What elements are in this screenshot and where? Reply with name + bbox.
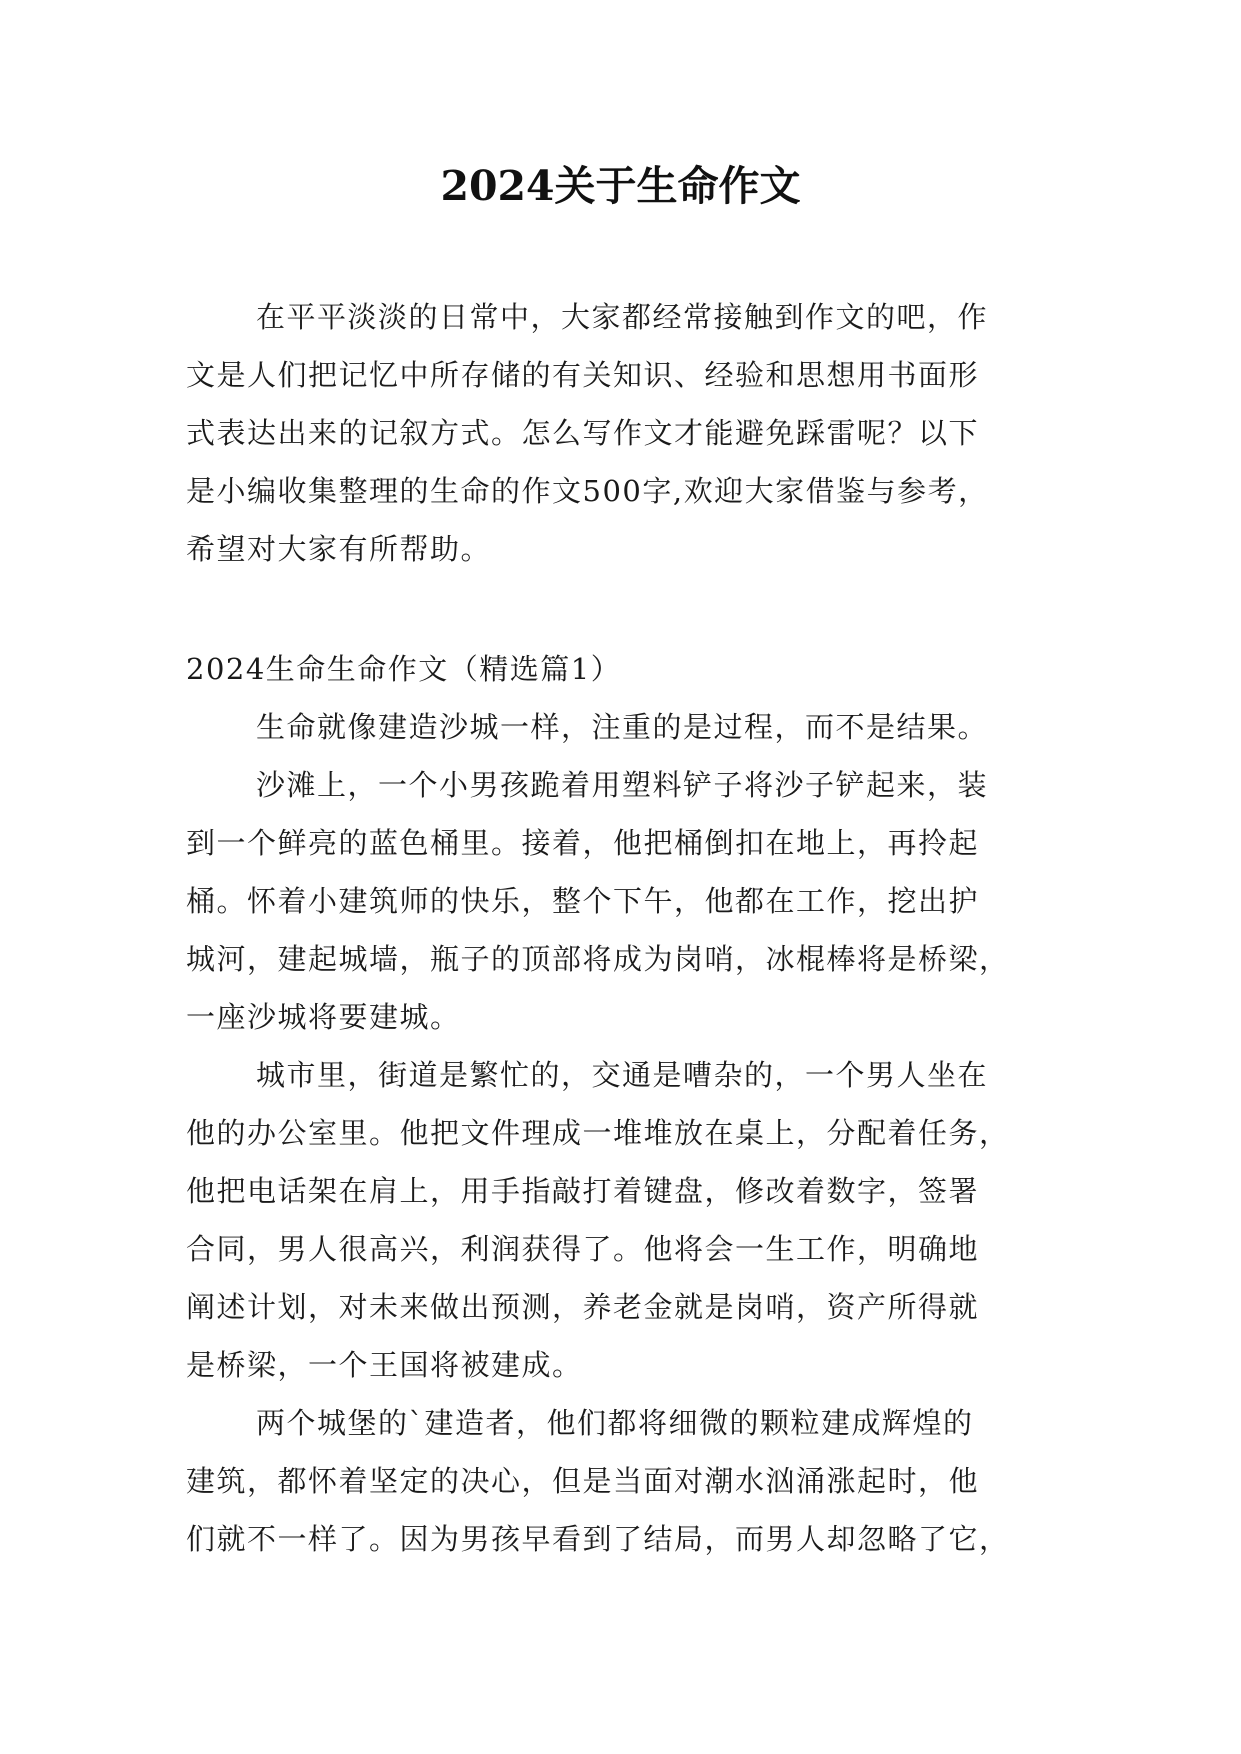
text-line: 文是人们把记忆中所存储的有关知识、经验和思想用书面形 [186, 358, 980, 392]
text-line: 桶。怀着小建筑师的快乐，整个下午，他都在工作，挖出护 [186, 884, 980, 918]
text-line: 他的办公室里。他把文件理成一堆堆放在桌上，分配着任务， [186, 1116, 1010, 1150]
text-line: 式表达出来的记叙方式。怎么写作文才能避免踩雷呢？以下 [186, 416, 980, 450]
text-line: 建筑，都怀着坚定的决心，但是当面对潮水汹涌涨起时，他 [186, 1464, 980, 1498]
text-line: 是小编收集整理的生命的作文500字,欢迎大家借鉴与参考， [186, 474, 989, 508]
intro-paragraph [186, 288, 1066, 578]
text-line: 沙滩上，一个小男孩跪着用塑料铲子将沙子铲起来，装 [256, 768, 989, 802]
text-line: 是桥梁，一个王国将被建成。 [186, 1348, 583, 1382]
text-line: 到一个鲜亮的蓝色桶里。接着，他把桶倒扣在地上，再拎起 [186, 826, 980, 860]
text-line: 两个城堡的`建造者，他们都将细微的颗粒建成辉煌的 [256, 1406, 974, 1440]
text-line: 合同，男人很高兴，利润获得了。他将会一生工作，明确地 [186, 1232, 980, 1266]
text-line: 他把电话架在肩上，用手指敲打着键盘，修改着数字，签署 [186, 1174, 980, 1208]
text-line: 城市里，街道是繁忙的，交通是嘈杂的，一个男人坐在 [256, 1058, 989, 1092]
document-title: 2024关于生命作文 [440, 162, 801, 210]
section-body [186, 698, 1066, 1568]
text-line: 在平平淡淡的日常中，大家都经常接触到作文的吧，作 [256, 300, 989, 334]
text-line: 一座沙城将要建城。 [186, 1000, 461, 1034]
section-heading [186, 640, 1066, 698]
text-line: 希望对大家有所帮助。 [186, 532, 492, 566]
text-line: 城河，建起城墙，瓶子的顶部将成为岗哨，冰棍棒将是桥梁， [186, 942, 1010, 976]
text-line: 生命就像建造沙城一样，注重的是过程，而不是结果。 [256, 710, 989, 744]
text-line: 阐述计划，对未来做出预测，养老金就是岗哨，资产所得就 [186, 1290, 980, 1324]
text-line: 们就不一样了。因为男孩早看到了结局，而男人却忽略了它， [186, 1522, 1010, 1556]
section-heading-text: 2024生命生命作文（精选篇1） [186, 652, 622, 686]
